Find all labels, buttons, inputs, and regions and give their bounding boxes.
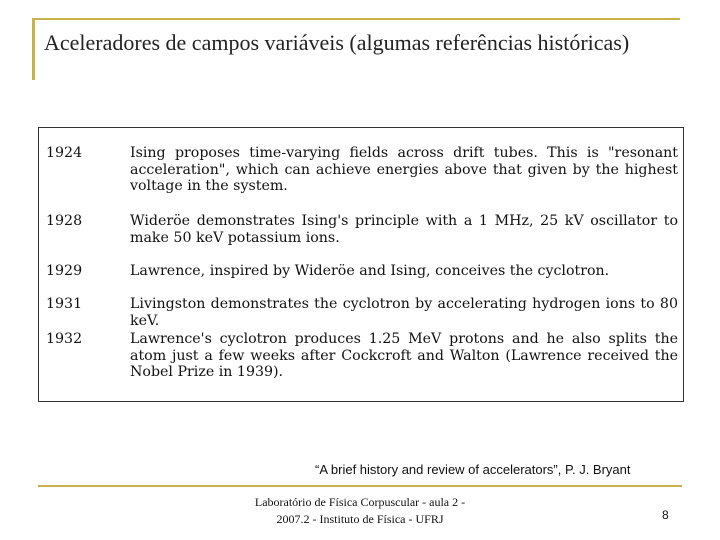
footer-line-2: 2007.2 - Instituto de Física - UFRJ bbox=[276, 512, 444, 526]
table-year: 1924 bbox=[46, 145, 83, 161]
footer-divider bbox=[38, 485, 682, 487]
table-event: Livingston demonstrates the cyclotron by accelerating hydrogen ions to 80 keV. bbox=[130, 296, 678, 329]
accent-vertical-bar bbox=[32, 18, 35, 80]
table-event: Ising proposes time-varying fields across drift tubes. This is "resonant acceleration", which can achieve energies above that given by the highest voltage in the system. bbox=[130, 145, 678, 194]
slide-title: Aceleradores de campos variáveis (algumas referências históricas) bbox=[44, 30, 630, 55]
history-table bbox=[38, 127, 684, 402]
table-event: Lawrence's cyclotron produces 1.25 MeV protons and he also splits the atom just a few weeks after Cockcroft and Walton (Lawrence received the Nobel Prize in 1939). bbox=[130, 331, 678, 380]
accent-top-bar bbox=[32, 18, 680, 20]
table-year: 1929 bbox=[46, 263, 83, 279]
footer-line-1: Laboratório de Física Corpuscular - aula 2 - bbox=[254, 495, 466, 509]
table-year: 1932 bbox=[46, 331, 83, 347]
footer-text bbox=[210, 494, 510, 528]
citation-text: “A brief history and review of accelerators”, P. J. Bryant bbox=[315, 462, 631, 477]
table-event: Wideröe demonstrates Ising's principle with a 1 MHz, 25 kV oscillator to make 50 keV potassium ions. bbox=[130, 213, 678, 246]
table-event: Lawrence, inspired by Wideröe and Ising, conceives the cyclotron. bbox=[130, 263, 610, 279]
table-year: 1928 bbox=[46, 213, 83, 229]
table-year: 1931 bbox=[46, 296, 83, 312]
page-number: 8 bbox=[662, 508, 669, 522]
